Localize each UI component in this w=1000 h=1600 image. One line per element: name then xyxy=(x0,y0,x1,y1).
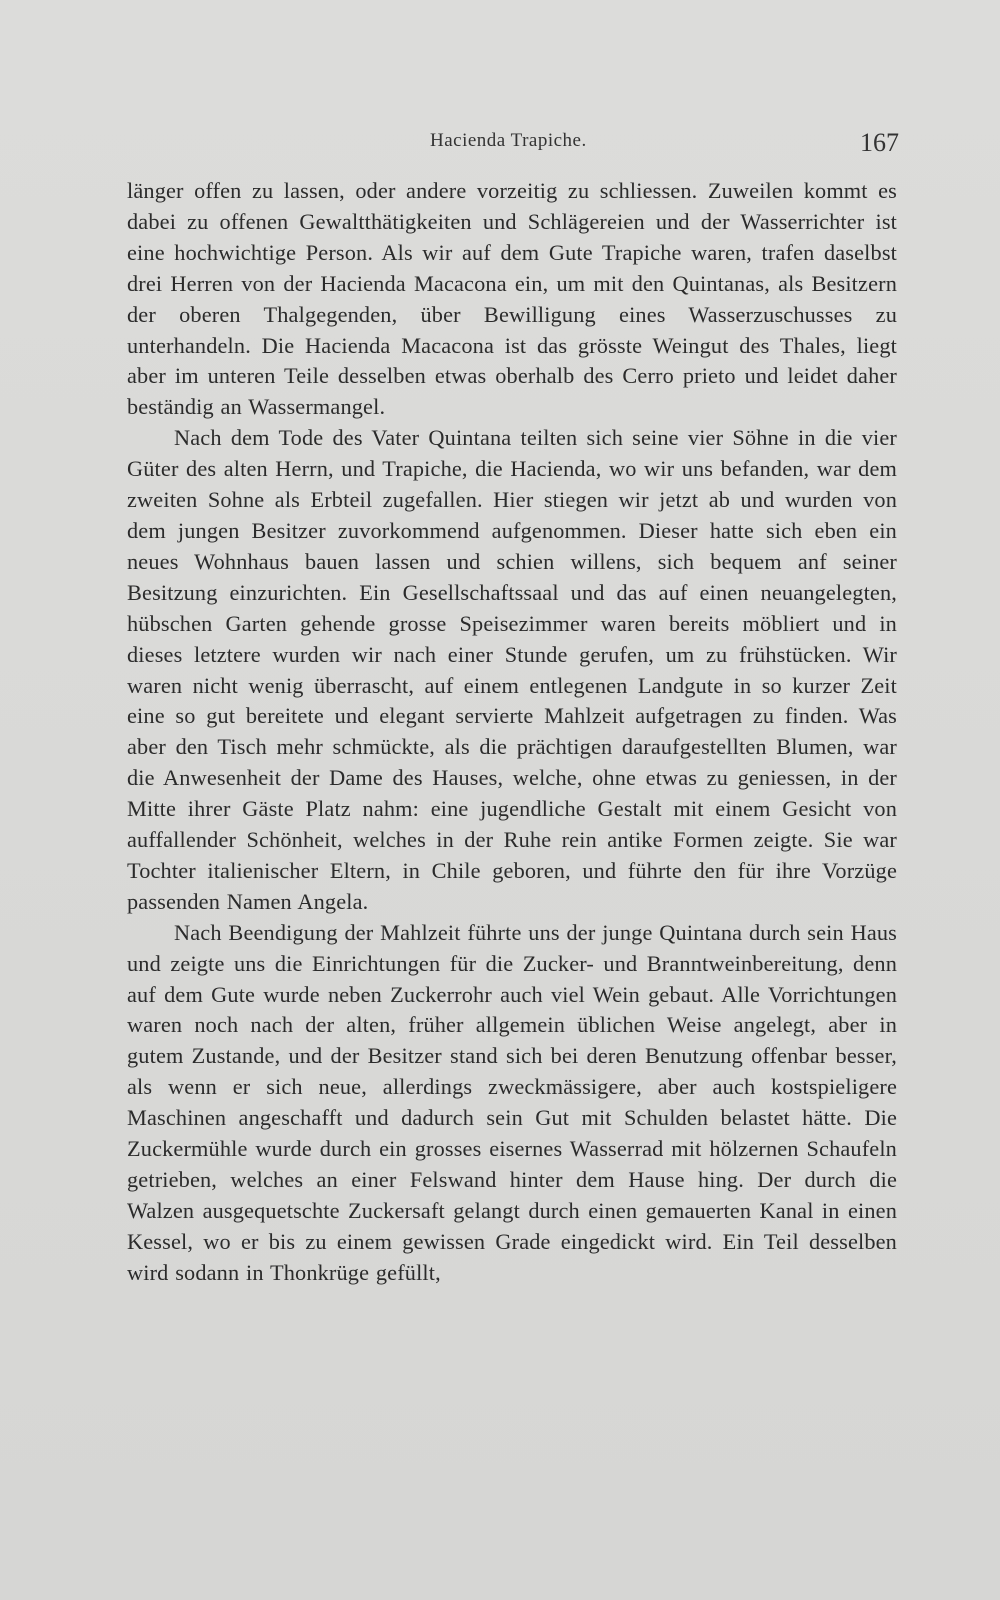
running-title: Hacienda Trapiche. xyxy=(430,130,587,151)
running-header xyxy=(0,128,1000,158)
paragraph-1: länger offen zu lassen, oder andere vorzeitig zu schliessen. Zuweilen kommt es dabei zu offenen Gewaltthätigkeiten und Schlägereien und der Wasserrichter ist eine hochwichtige Person. Als wir auf dem Gute Trapiche waren, trafen daselbst drei Herren von der Hacienda Macacona ein, um mit den Quintanas, als Besitzern der oberen Thalgegenden, über Bewilligung eines Wasserzuschusses zu unterhandeln. Die Hacienda Macacona ist das grösste Weingut des Thales, liegt aber im unteren Teile desselben etwas oberhalb des Cerro prieto und leidet daher beständig an Wassermangel. xyxy=(127,178,897,420)
page-number: 167 xyxy=(860,128,899,157)
paragraph-2: Nach dem Tode des Vater Quintana teilten sich seine vier Söhne in die vier Güter des alten Herrn, und Trapiche, die Hacienda, wo wir uns befanden, war dem zweiten Sohne als Erbteil zugefallen. Hier stiegen wir jetzt ab und wurden von dem jungen Besitzer zuvorkommend aufgenommen. Dieser hatte sich eben ein neues Wohnhaus bauen lassen und schien willens, sich bequem anf seiner Besitzung einzurichten. Ein Gesellschaftssaal und das auf einen neuangelegten, hübschen Garten gehende grosse Speisezimmer waren bereits möbliert und in dieses letztere wurden wir nach einer Stunde gerufen, um zu frühstücken. Wir waren nicht wenig überrascht, auf einem entlegenen Landgute in so kurzer Zeit eine so gut bereitete und elegant servierte Mahlzeit aufgetragen zu finden. Was aber den Tisch mehr schmückte, als die prächtigen daraufgestellten Blumen, war die Anwesenheit der Dame des Hauses, welche, ohne etwas zu geniessen, in der Mitte ihrer Gäste Platz nahm: eine jugendliche Gestalt mit einem Gesicht von auffallender Schönheit, welches in der Ruhe rein antike Formen zeigte. Sie war Tochter italienischer Eltern, in Chile geboren, und führte den für ihre Vorzüge passenden Namen Angela. xyxy=(127,425,897,914)
body-text xyxy=(127,176,897,1289)
paragraph-3: Nach Beendigung der Mahlzeit führte uns der junge Quintana durch sein Haus und zeigte uns die Einrichtungen für die Zucker- und Branntweinbereitung, denn auf dem Gute wurde neben Zuckerrohr auch viel Wein gebaut. Alle Vorrichtungen waren noch nach der alten, früher allgemein üblichen Weise angelegt, aber in gutem Zustande, und der Besitzer stand sich bei deren Benutzung offenbar besser, als wenn er sich neue, allerdings zweckmässigere, aber auch kostspieligere Maschinen angeschafft und dadurch sein Gut mit Schulden belastet hätte. Die Zuckermühle wurde durch ein grosses eisernes Wasserrad mit hölzernen Schaufeln getrieben, welches an einer Felswand hinter dem Hause hing. Der durch die Walzen ausgequetschte Zuckersaft gelangt durch einen gemauerten Kanal in einen Kessel, wo er bis zu einem gewissen Grade eingedickt wird. Ein Teil desselben wird sodann in Thonkrüge gefüllt, xyxy=(127,919,897,1285)
